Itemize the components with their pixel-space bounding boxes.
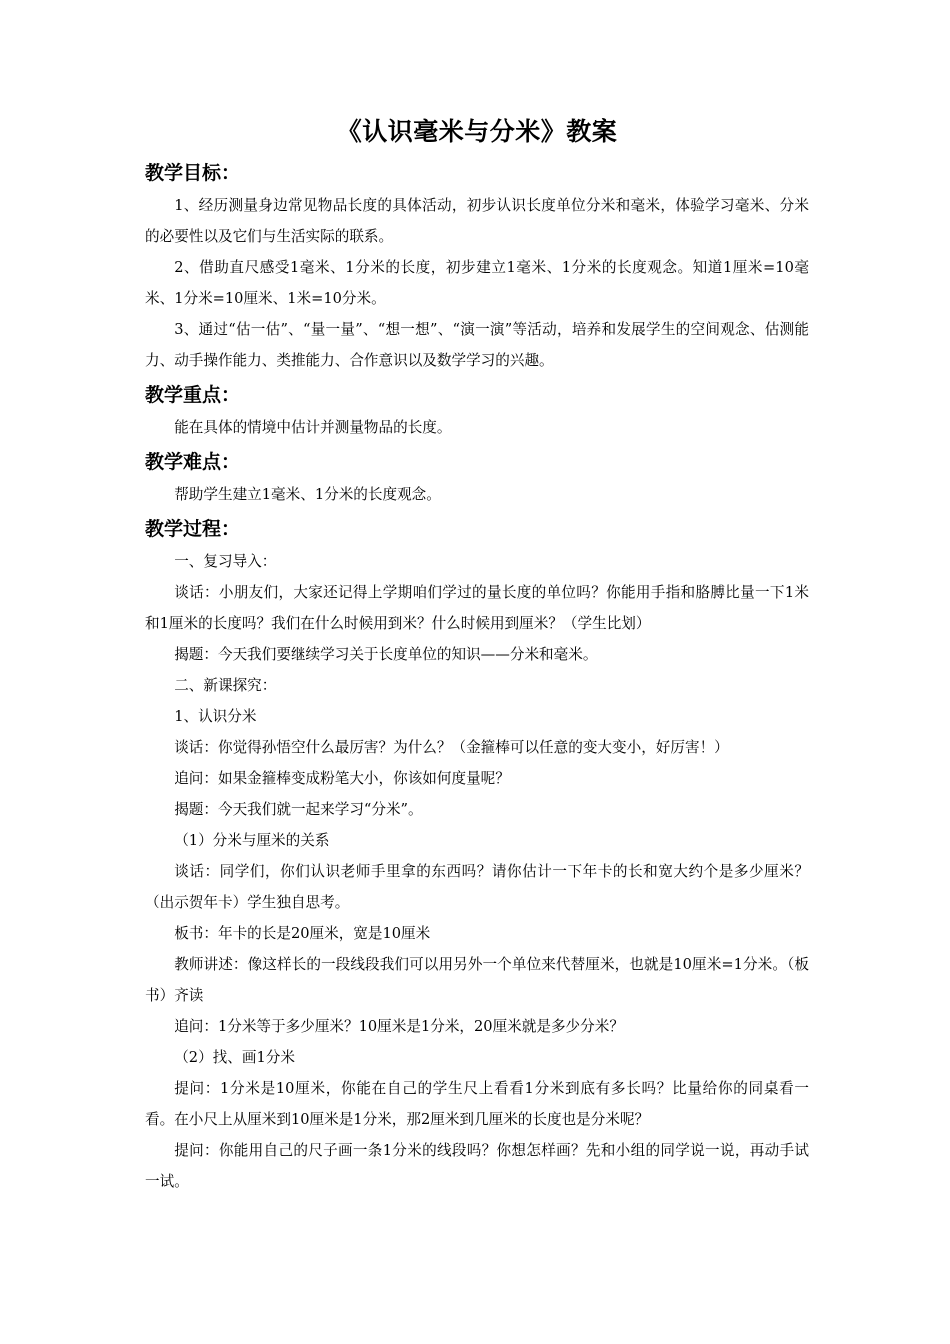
document-page xyxy=(145,112,809,1197)
process-paragraph: 揭题：今天我们要继续学习关于长度单位的知识——分米和毫米。 xyxy=(174,646,598,663)
process-paragraph: 1、认识分米 xyxy=(174,708,257,725)
document-title: 《认识毫米与分米》教案 xyxy=(336,117,618,146)
process-paragraph: 谈话：小朋友们，大家还记得上学期咱们学过的量长度的单位吗？你能用手指和胳膊比量一下1米和1厘米的长度吗？我们在什么时候用到米？什么时候用到厘米？（学生比划） xyxy=(145,584,809,632)
objectives-heading: 教学目标： xyxy=(145,162,241,184)
process-paragraph: 提问：1分米是10厘米，你能在自己的学生尺上看看1分米到底有多长吗？比量给你的同桌看一看。在小尺上从厘米到10厘米是1分米，那2厘米到几厘米的长度也是分米呢？ xyxy=(145,1080,809,1128)
process-heading: 教学过程： xyxy=(145,518,241,540)
process-paragraph: 谈话：你觉得孙悟空什么最厉害？为什么？（金箍棒可以任意的变大变小，好厉害！） xyxy=(174,739,729,756)
key-points-heading: 教学重点： xyxy=(145,384,241,406)
process-paragraph: 揭题：今天我们就一起来学习“分米”。 xyxy=(174,801,423,818)
objective-paragraph: 1、经历测量身边常见物品长度的具体活动，初步认识长度单位分米和毫米，体验学习毫米、分米的必要性以及它们与生活实际的联系。 xyxy=(145,197,809,245)
difficulties-paragraph: 帮助学生建立1毫米、1分米的长度观念。 xyxy=(174,486,441,503)
process-paragraph: 追问：如果金箍棒变成粉笔大小，你该如何度量呢？ xyxy=(174,770,510,787)
process-paragraph: 追问：1分米等于多少厘米？10厘米是1分米，20厘米就是多少分米？ xyxy=(174,1018,624,1035)
objective-paragraph: 2、借助直尺感受1毫米、1分米的长度，初步建立1毫米、1分米的长度观念。知道1厘米=10毫米、1分米=10厘米、1米=10分米。 xyxy=(145,259,809,307)
process-paragraph: （1）分米与厘米的关系 xyxy=(174,832,330,849)
process-paragraph: 板书：年卡的长是20厘米，宽是10厘米 xyxy=(174,925,431,942)
process-paragraph: 一、复习导入： xyxy=(174,553,277,570)
process-paragraph: （2）找、画1分米 xyxy=(174,1049,295,1066)
objective-paragraph: 3、通过“估一估”、“量一量”、“想一想”、“演一演”等活动，培养和发展学生的空间观念、估测能力、动手操作能力、类推能力、合作意识以及数学学习的兴趣。 xyxy=(145,321,809,369)
difficulties-heading: 教学难点： xyxy=(145,451,241,473)
key-points-paragraph: 能在具体的情境中估计并测量物品的长度。 xyxy=(174,419,452,436)
process-paragraph: 提问：你能用自己的尺子画一条1分米的线段吗？你想怎样画？先和小组的同学说一说，再动手试一试。 xyxy=(145,1142,809,1190)
process-paragraph: 二、新课探究： xyxy=(174,677,277,694)
process-paragraph: 谈话：同学们，你们认识老师手里拿的东西吗？请你估计一下年卡的长和宽大约个是多少厘米？（出示贺年卡）学生独自思考。 xyxy=(145,863,809,911)
process-paragraph: 教师讲述：像这样长的一段线段我们可以用另外一个单位来代替厘米，也就是10厘米=1分米。（板书）齐读 xyxy=(145,956,809,1004)
